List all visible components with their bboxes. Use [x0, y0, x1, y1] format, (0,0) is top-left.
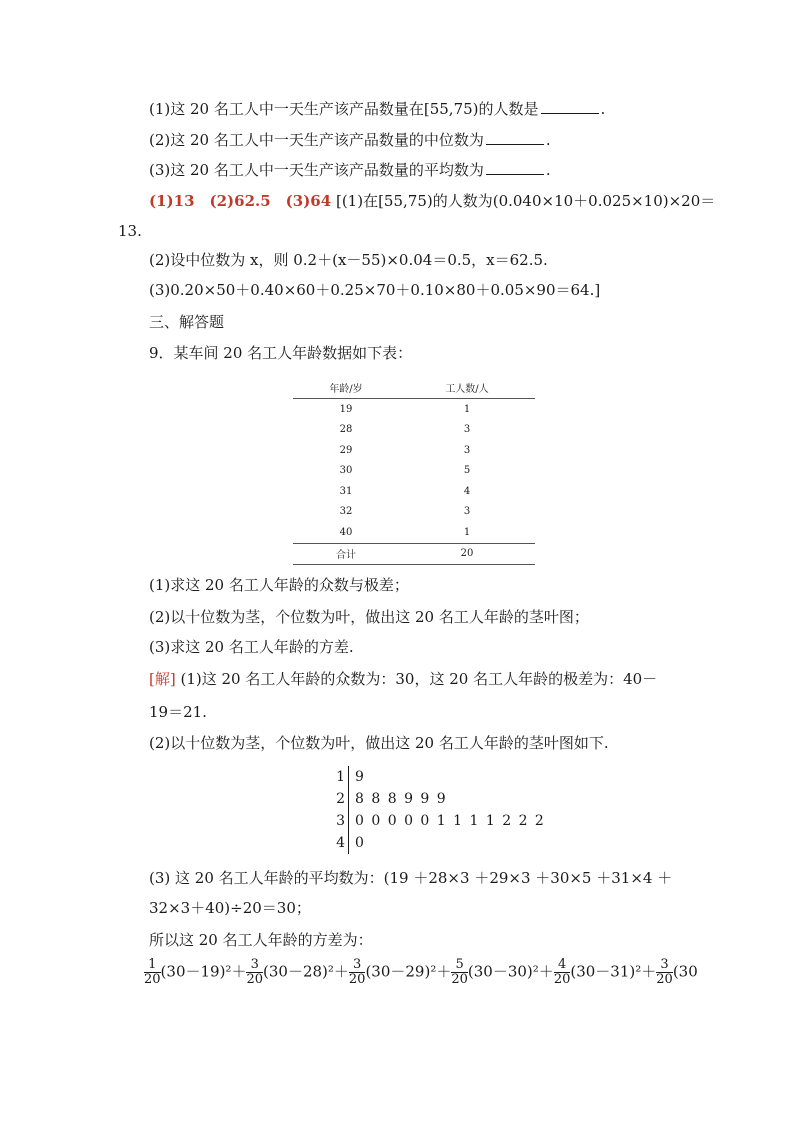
- variance-term: [656, 958, 698, 987]
- cell-age: 19: [339, 403, 353, 415]
- table-row: [293, 461, 535, 482]
- fraction-numerator: 3: [656, 958, 673, 973]
- q8-answer-key: (1)13 (2)62.5 (3)64: [149, 192, 332, 210]
- table-row: [293, 481, 535, 502]
- solution-3-variance-intro: 所以这 20 名工人年龄的方差为：: [149, 931, 373, 949]
- solution-3-text: (3) 这 20 名工人年龄的平均数为：(19 ＋28×3 ＋29×3 ＋30×5 ＋31×4 ＋: [149, 869, 673, 887]
- stem: 2: [336, 791, 345, 807]
- q8-part3-end: .: [545, 161, 551, 179]
- stem-leaf-row: [333, 766, 545, 788]
- term-expr: (30－29)²＋: [365, 962, 452, 981]
- fraction-numerator: 3: [246, 958, 263, 973]
- cell-count: 1: [463, 403, 471, 415]
- q8-answer-line: [149, 191, 715, 211]
- header-age: 年龄/岁: [293, 376, 399, 399]
- solution-label: [解]: [149, 670, 176, 688]
- cell-count: 1: [463, 526, 471, 538]
- q8-answer-text: [(1)在[55,75)的人数为(0.040×10＋0.025×10)×20＝: [335, 192, 716, 210]
- fraction-denominator: 20: [348, 972, 366, 987]
- fraction-denominator: 20: [656, 972, 673, 987]
- answer-blank: [486, 130, 544, 145]
- age-table: [293, 376, 535, 565]
- stem: 4: [336, 835, 345, 851]
- cell-age: 31: [339, 485, 353, 497]
- variance-term: [246, 958, 348, 987]
- solution-2-text: (2)以十位数为茎，个位数为叶，做出这 20 名工人年龄的茎叶图如下.: [149, 734, 609, 752]
- leaves: 9: [355, 769, 366, 785]
- q8-part3-text: (3)这 20 名工人中一天生产该产品数量的平均数为: [149, 161, 484, 179]
- table-row: [293, 440, 535, 461]
- solution-line-1: [149, 669, 657, 689]
- table-row: [293, 399, 535, 420]
- q8-part2-text: (2)这 20 名工人中一天生产该产品数量的中位数为: [149, 131, 484, 149]
- leaves: 0 0 0 0 0 1 1 1 1 2 2 2: [355, 813, 546, 829]
- header-count: 工人数/人: [399, 376, 535, 399]
- solution-1-cont: 19＝21.: [149, 703, 207, 721]
- fraction-denominator: 20: [144, 972, 161, 987]
- leaves: 8 8 8 9 9 9: [355, 791, 448, 807]
- solution-3-cont: 32×3＋40)÷20＝30；: [149, 899, 311, 917]
- q8-answer-3: (3)0.20×50＋0.40×60＋0.25×70＋0.10×80＋0.05×90＝64.]: [149, 281, 601, 299]
- stem-leaf-plot: [333, 766, 545, 854]
- cell-age: 32: [339, 506, 353, 518]
- q8-part2-end: .: [545, 131, 551, 149]
- q8-part1: [149, 99, 605, 119]
- q8-part1-text: (1)这 20 名工人中一天生产该产品数量在[55,75)的人数是: [149, 100, 539, 118]
- answer-blank: [541, 99, 599, 114]
- variance-term: [349, 958, 451, 987]
- fraction-denominator: 20: [451, 972, 468, 987]
- stem-leaf-divider: [348, 766, 349, 854]
- cell-count: 3: [463, 444, 471, 456]
- fraction-numerator: 5: [451, 958, 468, 973]
- stem-leaf-row: [333, 810, 545, 832]
- cell-count: 3: [463, 424, 471, 436]
- cell-count: 4: [463, 485, 471, 497]
- answer-blank: [486, 160, 544, 175]
- term-expr: (30－30)²＋: [467, 962, 554, 981]
- fraction-numerator: 1: [144, 958, 161, 973]
- cell-age: 29: [339, 444, 353, 456]
- section-heading: 三、解答题: [149, 313, 225, 331]
- q9-sub2: (2)以十位数为茎，个位数为叶，做出这 20 名工人年龄的茎叶图；: [149, 608, 589, 626]
- variance-term: [451, 958, 553, 987]
- q9-sub3: (3)求这 20 名工人年龄的方差.: [149, 638, 354, 656]
- fraction-denominator: 20: [553, 972, 571, 987]
- stem: 3: [336, 813, 345, 829]
- table-row: [293, 502, 535, 523]
- cell-total-label: 合计: [293, 543, 399, 564]
- q9-intro: 9．某车间 20 名工人年龄数据如下表：: [149, 344, 413, 362]
- stem-leaf-row: [333, 788, 545, 810]
- cell-total-value: 20: [399, 543, 535, 564]
- table-header-row: [293, 376, 535, 399]
- variance-formula: [144, 958, 698, 987]
- table-row: [293, 420, 535, 441]
- q8-answer-2: (2)设中位数为 x，则 0.2＋(x－55)×0.04＝0.5，x＝62.5.: [149, 251, 548, 269]
- stem: 1: [336, 769, 345, 785]
- fraction-numerator: 3: [349, 958, 366, 973]
- table-row: [293, 522, 535, 543]
- q8-part1-end: .: [600, 100, 606, 118]
- fraction-denominator: 20: [246, 972, 263, 987]
- stem-leaf-row: [333, 832, 545, 854]
- cell-count: 5: [463, 465, 471, 477]
- term-expr: (30－19)²＋: [160, 962, 247, 981]
- q8-part3: [149, 160, 551, 180]
- cell-count: 3: [463, 506, 471, 518]
- cell-age: 30: [339, 465, 353, 477]
- term-expr: (30: [672, 962, 698, 981]
- fraction-numerator: 4: [554, 958, 571, 973]
- term-expr: (30－28)²＋: [263, 962, 349, 981]
- leaves: 0: [355, 835, 366, 851]
- cell-age: 40: [339, 526, 353, 538]
- variance-term: [554, 958, 656, 987]
- table-total-row: [293, 543, 535, 564]
- q9-sub1: (1)求这 20 名工人年龄的众数与极差；: [149, 576, 409, 594]
- variance-term: [144, 958, 246, 987]
- q8-part2: [149, 130, 551, 150]
- term-expr: (30－31)²＋: [570, 962, 657, 981]
- q8-answer-cont: 13.: [118, 222, 142, 240]
- solution-1-text: (1)这 20 名工人年龄的众数为：30，这 20 名工人年龄的极差为：40－: [180, 670, 658, 688]
- cell-age: 28: [339, 424, 353, 436]
